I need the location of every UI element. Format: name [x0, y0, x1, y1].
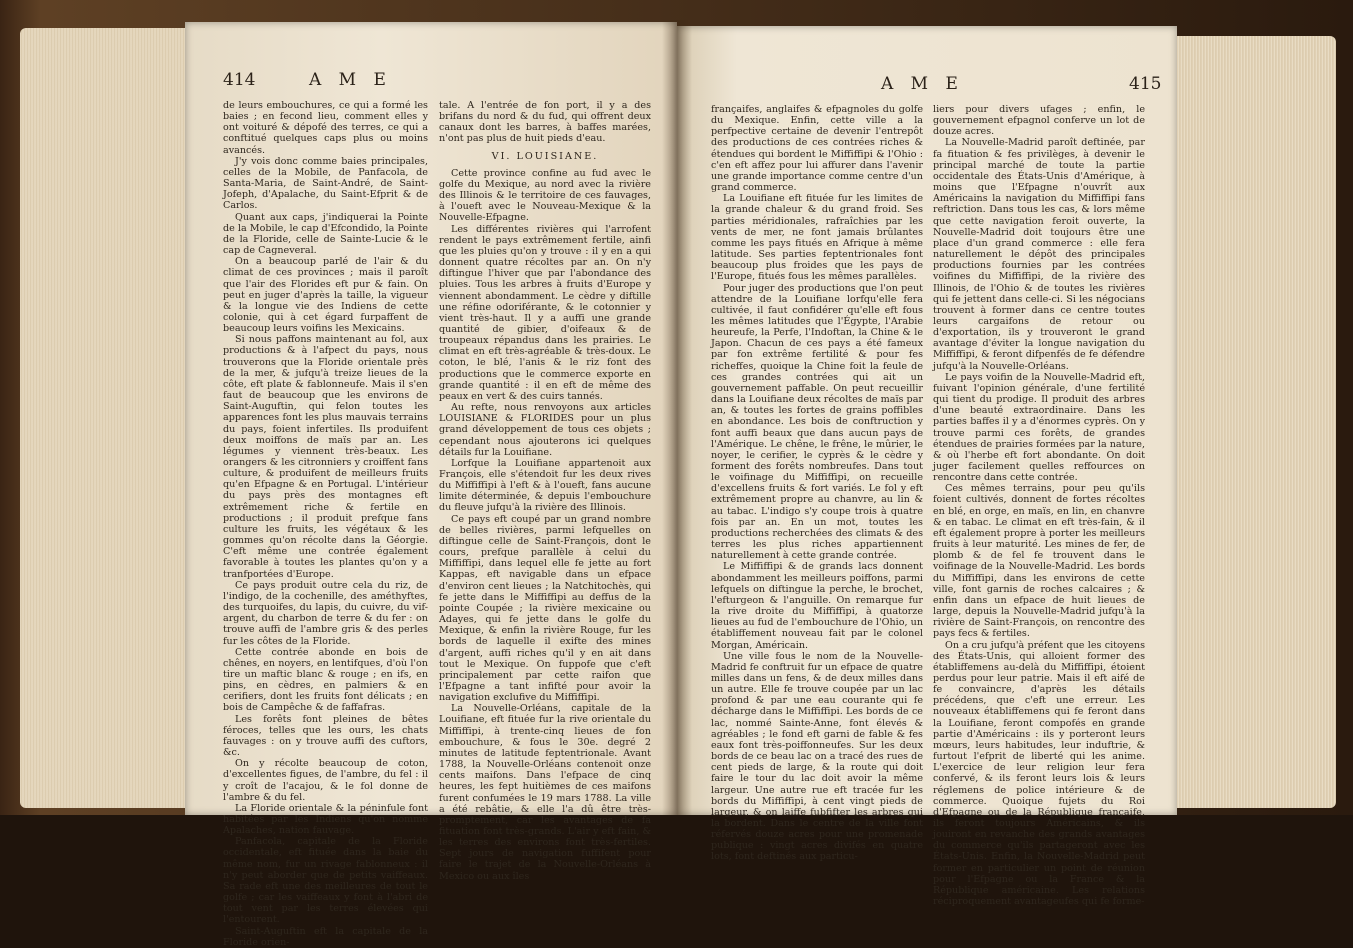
left-page: [185, 22, 677, 948]
running-head-right: A M E: [881, 74, 964, 94]
right-page: [677, 26, 1177, 908]
page-number-right: 415: [1129, 74, 1162, 94]
paragraph: Si nous paffons maintenant au fol, aux productions & à l'afpect du pays, nous trouverons que la Floride orientale près de la mer, & jufqu'à treize lieues de la côte, eft plate & fablonneufe. Mais il s'en faut de beaucoup que les environs de Saint-Auguftin, qui felon toutes les apparences font les plus mauvais terrains du pays, foient infertiles. Ils produifent deux moiffons de maïs par an. Les légumes y viennent très-beaux. Les orangers & les citronniers y croiffent fans culture, & produifent de meilleurs fruits qu'en Efpagne & en Portugal. L'intérieur du pays près des montagnes eft extrêmement riche & fertile en productions ; il produit prefque fans culture les fruits, les végétaux & les gommes qu'on récolte dans la Géorgie. C'eft même une contrée également favorable à toutes les plantes qu'on y a tranfportées d'Europe.: [223, 334, 428, 580]
paragraph: La Nouvelle-Madrid paroît deftinée, par fa fituation & fes privilèges, à devenir le principal marché de toute la partie occidentale des États-Unis d'Amérique, à moins que l'Efpagne n'ouvrît aux Américains la navigation du Miffiffipi fans reftriction. Dans tous les cas, & lors même que cette navigation feroit ouverte, la Nouvelle-Madrid doit toujours être une place d'un grand commerce : elle fera naturellement le dépôt des principales productions fournies par les contrées voifines du Miffiffipi, de la rivière des Illinois, de l'Ohio & de toutes les rivières qui fe jettent dans celle-ci. Si les négocians trouvent à former dans ce centre toutes leurs cargaifons de retour ou d'exportation, ils y trouveront le grand avantage d'éviter la longue navigation du Miffiffipi, & feront difpenfés de fe défendre jufqu'à la Nouvelle-Orléans.: [933, 137, 1145, 372]
paragraph: Les différentes rivières qui l'arrofent rendent le pays extrêmement fertile, ainfi que les pluies qu'on y trouve : il y en a qui donnent quatre récoltes par an. On n'y diftingue l'hiver que par l'abondance des pluies. Tous les arbres à fruits d'Europe y viennent abondamment. Le cèdre y diftille une réfine odoriférante, & le cotonnier y vient très-haut. Il y a auffi une grande quantité de gibier, d'oifeaux & de troupeaux répandus dans les prairies. Le climat en eft très-agréable & très-doux. Le coton, le blé, l'anis & le riz font des productions que le commerce exporte en grande quantité : il en eft de même des peaux en vert & des cuirs tannés.: [439, 223, 651, 402]
paragraph: Cette province confine au fud avec le golfe du Mexique, au nord avec la rivière des Illinois & le territoire de ces fauvages, à l'oueft avec le Nouveau-Mexique & la Nouvelle-Efpagne.: [439, 167, 651, 224]
paragraph: Panfacola, capitale de la Floride occidentale, eft fituée dans la baie du même nom, fur un rivage fablonneux : il n'y peut aborder que de petits vaiffeaux. Sa rade eft une des meilleures de tout le golfe ; car les vaiffeaux y font à l'abri de tout vent par les terres élevées qui l'entourent.: [223, 836, 428, 926]
paragraph: Ces mêmes terrains, pour peu qu'ils foient cultivés, donnent de fortes récoltes en blé, en orge, en maïs, en lin, en chanvre & en tabac. Le climat en eft très-fain, & il eft également propre à porter les meilleurs fruits à leur maturité. Les mines de fer, de plomb & de fel fe trouvent dans le voifinage de la Nouvelle-Madrid. Les bords du Miffiffipi, dans les environs de cette ville, font garnis de roches calcaires ; & enfin dans un efpace de huit lieues de large, depuis la Nouvelle-Madrid jufqu'à la rivière de Saint-François, on rencontre des pays fecs & fertiles.: [933, 483, 1145, 640]
paragraph: Saint-Auguftin eft la capitale de la Floride orien-: [223, 925, 428, 948]
paragraph: de leurs embouchures, ce qui a formé les baies ; en fecond lieu, comment elles y ont voituré & dépofé des terres, ce qui a conftitué quelques caps plus ou moins avancés.: [223, 100, 428, 156]
page-number-left: 414: [223, 70, 256, 90]
paragraph: Lorfque la Louifiane appartenoit aux François, elle s'étendoit fur les deux rives du Miffiffipi à l'eft & à l'oueft, fans aucune limite déterminée, & depuis l'embouchure du fleuve jufqu'à la rivière des Illinois.: [439, 457, 651, 514]
paragraph: La Floride orientale & la péninfule font habitées par les Indiens qu'on nomme Apalaches, nation fauvage.: [223, 802, 428, 837]
paragraph: Au refte, nous renvoyons aux articles LOUISIANE & FLORIDES pour un plus grand développement de tous ces objets ; cependant nous ajouterons ici quelques détails fur la Louifiane.: [439, 402, 651, 458]
paragraph: On a beaucoup parlé de l'air & du climat de ces provinces ; mais il paroît que l'air des Florides eft pur & fain. On peut en juger d'après la taille, la vigueur & la longue vie des Indiens de cette colonie, qui à cet égard furpaffent de beaucoup leurs voifins les Mexicains.: [223, 256, 428, 335]
running-head-left: A M E: [309, 70, 392, 90]
paragraph: Pour juger des productions que l'on peut attendre de la Louifiane lorfqu'elle fera cultivée, il faut confidérer qu'elle eft fous les mêmes latitudes que l'Égypte, l'Arabie heureufe, la Perfe, l'Indoftan, la Chine & le Japon. Chacun de ces pays a été fameux par fon extrême fertilité & pour fes richeffes, quoique la Chine foit la feule de ces grandes contrées qui ait un gouvernement paffable. On peut recueillir dans la Louifiane deux récoltes de maïs par an, & toutes les fortes de grains poffibles en abondance. Les bois de conftruction y font auffi beaux que dans aucun pays de l'Amérique. Le chêne, le frêne, le mûrier, le noyer, le cerifier, le cyprès & le cèdre y forment des forêts nombreufes. Dans tout le voifinage du Miffiffipi, on recueille d'excellens fruits & fort variés. Le fol y eft extrêmement propre au chanvre, au lin & au tabac. L'indigo s'y coupe trois à quatre fois par an. En un mot, toutes les productions recherchées des climats & des terres les plus riches appartiennent naturellement à cette grande contrée.: [711, 282, 923, 562]
paragraph: Le Miffiffipi & de grands lacs donnent abondamment les meilleurs poiffons, parmi lefquels on diftingue la perche, le brochet, l'efturgeon & l'anguille. On remarque fur la rive droite du Miffiffipi, à quatorze lieues au fud de l'embouchure de l'Ohio, un établiffement nouveau fait par le colonel Morgan, Américain.: [711, 561, 923, 651]
left-page-header: [185, 70, 677, 92]
paragraph: Ce pays eft coupé par un grand nombre de belles rivières, parmi lefquelles on diftingue celle de Saint-François, dont le cours, prefque parallèle à celui du Miffiffipi, dans lequel elle fe jette au fort Kappas, eft navigable dans un efpace d'environ cent lieues ; la Natchitochès, qui fe jette dans le Miffiffipi au deffus de la pointe Coupée ; la rivière mexicaine ou Adayes, qui fe jette dans le golfe du Mexique, & enfin la rivière Rouge, fur les bords de laquelle il exifte des mines d'argent, auffi riches qu'il y en ait dans tout le Mexique. On fuppofe que c'eft principalement par cette raifon que l'Efpagne a tant infifté pour avoir la navigation exclufive du Miffiffipi.: [439, 513, 651, 704]
page-edges-left: [20, 28, 200, 808]
right-page-header: [677, 74, 1177, 96]
paragraph: On y récolte beaucoup de coton, d'excellentes figues, de l'ambre, du fel : il y croît de l'acajou, & le fol donne de l'ambre & du fel.: [223, 758, 428, 803]
paragraph: J'y vois donc comme baies principales, celles de la Mobile, de Panfacola, de Santa-Maria, de Saint-André, de Saint-Jofeph, d'Apalache, du Saint-Efprit & de Carlos.: [223, 155, 428, 212]
page-edges-right: [1160, 36, 1336, 808]
paragraph: La Nouvelle-Orléans, capitale de la Louifiane, eft fituée fur la rive orientale du Miffiffipi, à trente-cinq lieues de fon embouchure, & fous le 30e. degré 2 minutes de latitude feptentrionale. Avant 1788, la Nouvelle-Orléans contenoit onze cents maifons. Dans l'efpace de cinq heures, les fept huitièmes de ces maifons furent confumées le 19 mars 1788. La ville a été rebâtie, & elle l'a dû être très-promptement, car les avantages de fa fituation font très-grands. L'air y eft fain, & les terres des environs font très-fertiles. Sept jours de navigation fuffifent pour faire le trajet de la Nouvelle-Orléans à Mexico ou aux îles: [439, 703, 651, 882]
section-heading: VI. LOUISIANE.: [491, 150, 599, 162]
paragraph: Ce pays produit outre cela du riz, de l'indigo, de la cochenille, des améthyftes, des turquoifes, du lapis, du cuivre, du vif-argent, du charbon de terre & du fer : on trouve auffi de l'ambre gris & des perles fur les côtes de la Floride.: [223, 579, 428, 647]
paragraph: Les forêts font pleines de bêtes féroces, telles que les ours, les chats fauvages : on y trouve auffi des cuftors, &c.: [223, 713, 428, 759]
paragraph: liers pour divers ufages ; enfin, le gouvernement efpagnol conferve un lot de douze acres.: [933, 104, 1145, 138]
right-page-column-2: [933, 104, 1145, 907]
paragraph: tale. A l'entrée de fon port, il y a des brifans du nord & du fud, qui offrent deux canaux dont les barres, à baffes marées, n'ont pas plus de huit pieds d'eau.: [439, 100, 651, 145]
paragraph: françaifes, anglaifes & efpagnoles du golfe du Mexique. Enfin, cette ville a la perfpective certaine de devenir l'entrepôt des productions de ces contrées riches & étendues qui bordent le Miffiffipi & l'Ohio : c'en eft affez pour lui affurer dans l'avenir une grande importance comme centre d'un grand commerce.: [711, 104, 923, 194]
paragraph: Une ville fous le nom de la Nouvelle-Madrid fe conftruit fur un efpace de quatre milles dans un fens, & de deux milles dans un autre. Elle fe trouve coupée par un lac profond & par une eau courante qui fe décharge dans le Miffiffipi. Les bords de ce lac, nommé Sainte-Anne, font élevés & agréables ; le fond eft garni de fable & fes eaux font très-poiffonneufes. Sur les deux bords de ce beau lac on a tracé des rues de cent pieds de large, & la route qui doit faire le tour du lac doit avoir la même largeur. Une autre rue eft tracée fur les bords du Miffiffipi, à cent vingt pieds de largeur, & on laiffe fubfifter les arbres qui la bordent. Dans le centre de la ville font réfervés douze acres pour une promenade publique : vingt acres divifés en quatre lots, font deftinés aux particu-: [711, 650, 923, 863]
paragraph: On a cru jufqu'à préfent que les citoyens des États-Unis, qui alloient former des établiffemens au-delà du Miffiffipi, étoient perdus pour leur patrie. Mais il eft aifé de fe convaincre, d'après les détails précédens, que c'eft une erreur. Les nouveaux établiffemens qui fe feront dans la Louifiane, feront compofés en grande partie d'Américains : ils y porteront leurs mœurs, leurs habitudes, leur induftrie, & furtout l'efprit de liberté qui les anime. L'exercice de leur religion leur fera confervé, & ils feront leurs lois & leurs réglemens de police intérieure & de commerce. Quoique fujets du Roi d'Efpagne ou de la République françaife, ils feront toujours Américains, & ils jouiront en revanche des grands avantages du commerce qu'ils partageront avec les États-Unis. Enfin, la Nouvelle-Madrid peut former en particulier un point de réunion pour l'Efpagne ou la France & la République américaine. Les relations réciproquement avantageufes qui fe forme-: [933, 639, 1145, 908]
right-page-column-1: [711, 104, 923, 863]
left-page-column-2: [439, 100, 651, 882]
left-page-column-1: [223, 100, 428, 948]
paragraph: Le pays voifin de la Nouvelle-Madrid eft, fuivant l'opinion générale, d'une fertilité qui tient du prodige. Il produit des arbres d'une beauté extraordinaire. Dans les parties baffes il y a d'énormes cyprès. On y trouve parmi ces forêts, de grandes étendues de prairies formées par la nature, & où l'herbe eft fort abondante. On doit juger facilement quelles reffources on rencontre dans cette contrée.: [933, 371, 1145, 484]
book-gutter: [662, 20, 692, 815]
paragraph: Quant aux caps, j'indiquerai la Pointe de la Mobile, le cap d'Efcondido, la Pointe de la Floride, celle de Sainte-Lucie & le cap de Cagneveral.: [223, 211, 428, 257]
paragraph: Cette contrée abonde en bois de chênes, en noyers, en lentifques, d'où l'on tire un maftic blanc & rouge ; en ifs, en pins, en cèdres, en palmiers & en cerifiers, dont les fruits font délicats ; en bois de Campêche & de faffafras.: [223, 646, 428, 714]
paragraph: La Louifiane eft fituée fur les limites de la grande chaleur & du grand froid. Ses parties méridionales, rafraîchies par les vents de mer, ne font jamais brûlantes comme les pays fitués en Afrique à même latitude. Ses parties feptentrionales font beaucoup plus froides que les pays de l'Europe, fitués fous les mêmes parallèles.: [711, 193, 923, 283]
